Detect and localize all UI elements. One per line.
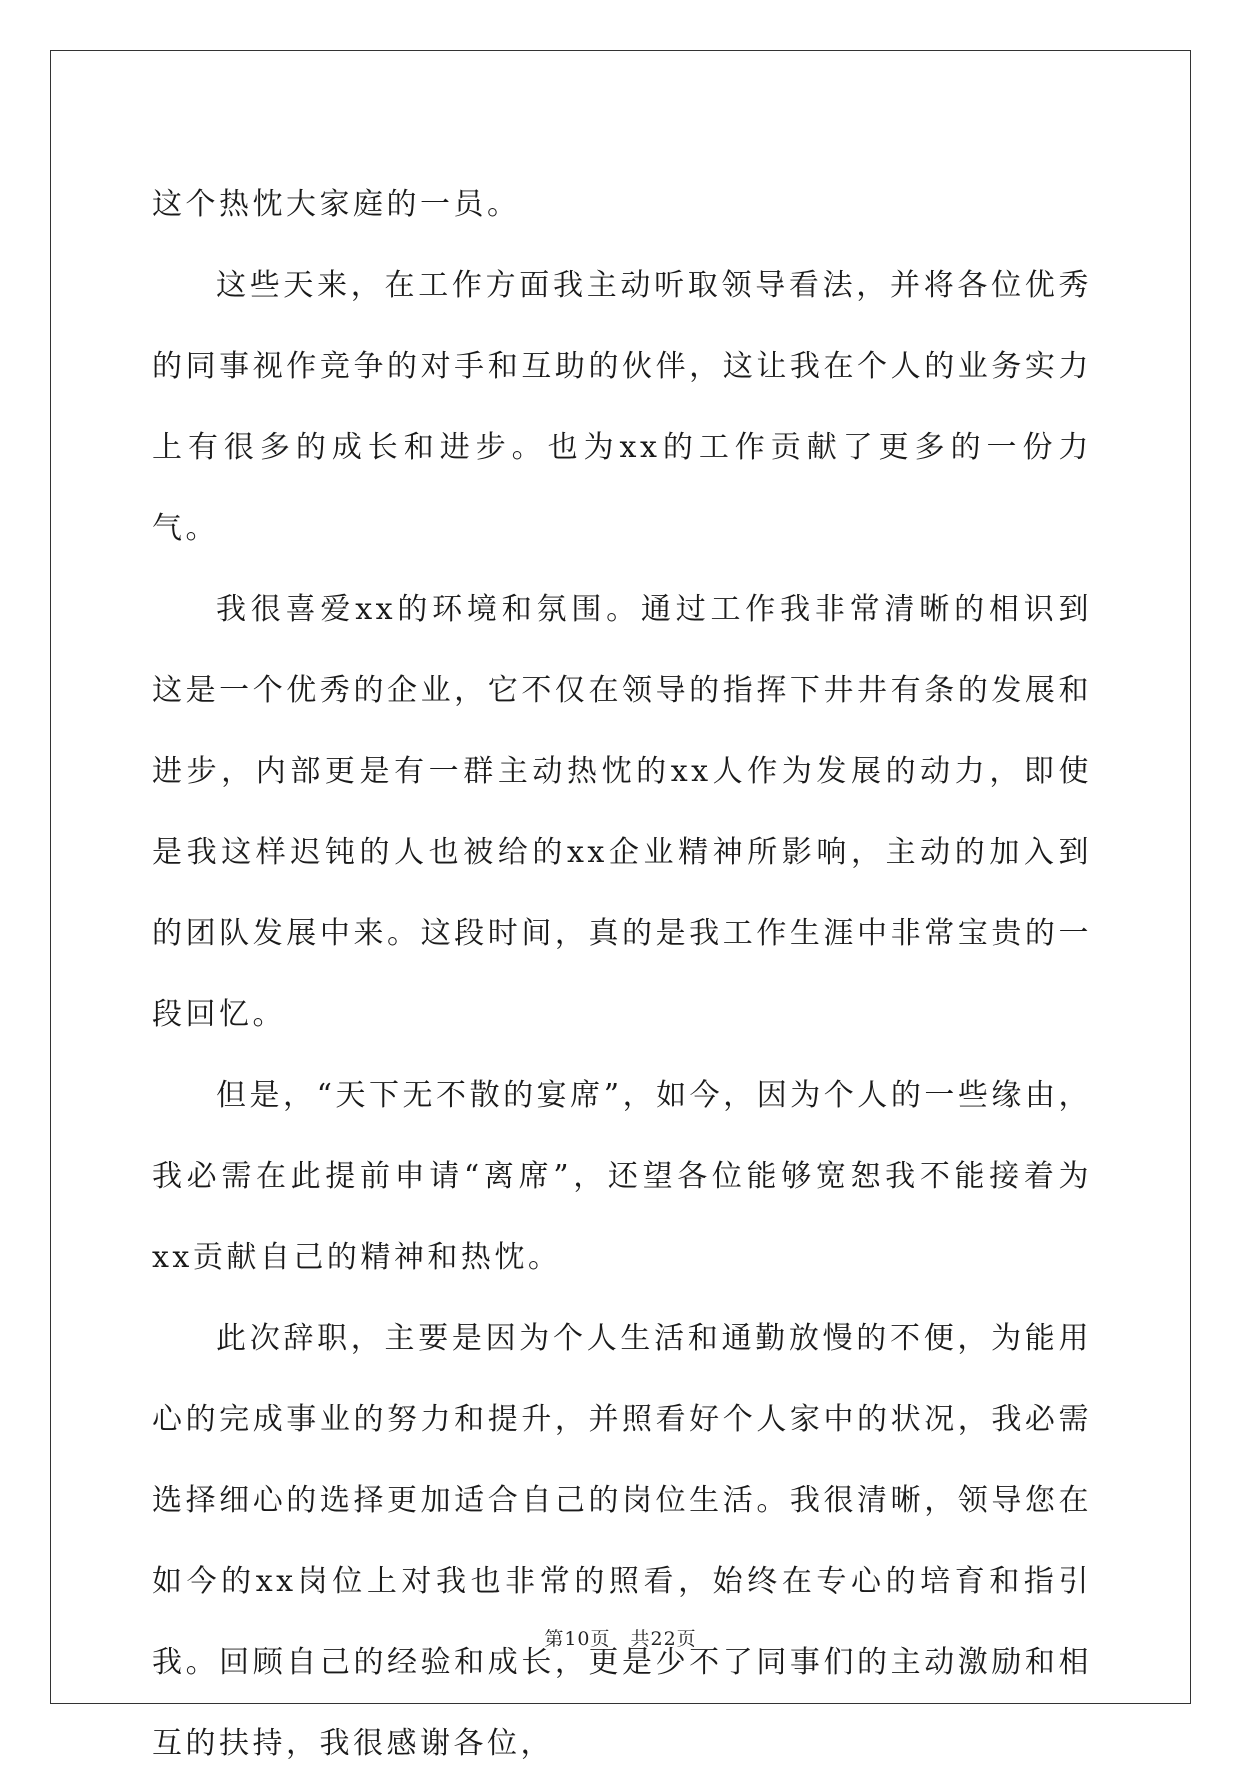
- paragraph-2: 这些天来，在工作方面我主动听取领导看法，并将各位优秀的同事视作竞争的对手和互助的伙伴，这让我在个人的业务实力上有很多的成长和进步。也为xx的工作贡献了更多的一份力气。: [152, 268, 1092, 546]
- page-number: 第10页: [544, 1628, 611, 1650]
- paragraph-1: 这个热忱大家庭的一员。: [152, 187, 521, 222]
- paragraph-4: 但是，“天下无不散的宴席”，如今，因为个人的一些缘由，我必需在此提前申请“离席”，还望各位能够宽恕我不能接着为xx贡献自己的精神和热忱。: [152, 1078, 1092, 1275]
- paragraph-5: 此次辞职，主要是因为个人生活和通勤放慢的不便，为能用心的完成事业的努力和提升，并照看好个人家中的状况，我必需选择细心的选择更加适合自己的岗位生活。我很清晰，领导您在如今的xx岗位上对我也非常的照看，始终在专心的培育和指引我。回顾自己的经验和成长，更是少不了同事们的主动激励和相互的扶持，我很感谢各位，: [152, 1321, 1092, 1761]
- page-footer: [0, 1624, 1241, 1651]
- document-body: [152, 164, 1092, 1784]
- page-total: 共22页: [630, 1628, 697, 1650]
- paragraph-3: 我很喜爱xx的环境和氛围。通过工作我非常清晰的相识到这是一个优秀的企业，它不仅在领导的指挥下井井有条的发展和进步，内部更是有一群主动热忱的xx人作为发展的动力，即使是我这样迟钝的人也被给的xx企业精神所影响，主动的加入到的团队发展中来。这段时间，真的是我工作生涯中非常宝贵的一段回忆。: [152, 592, 1092, 1032]
